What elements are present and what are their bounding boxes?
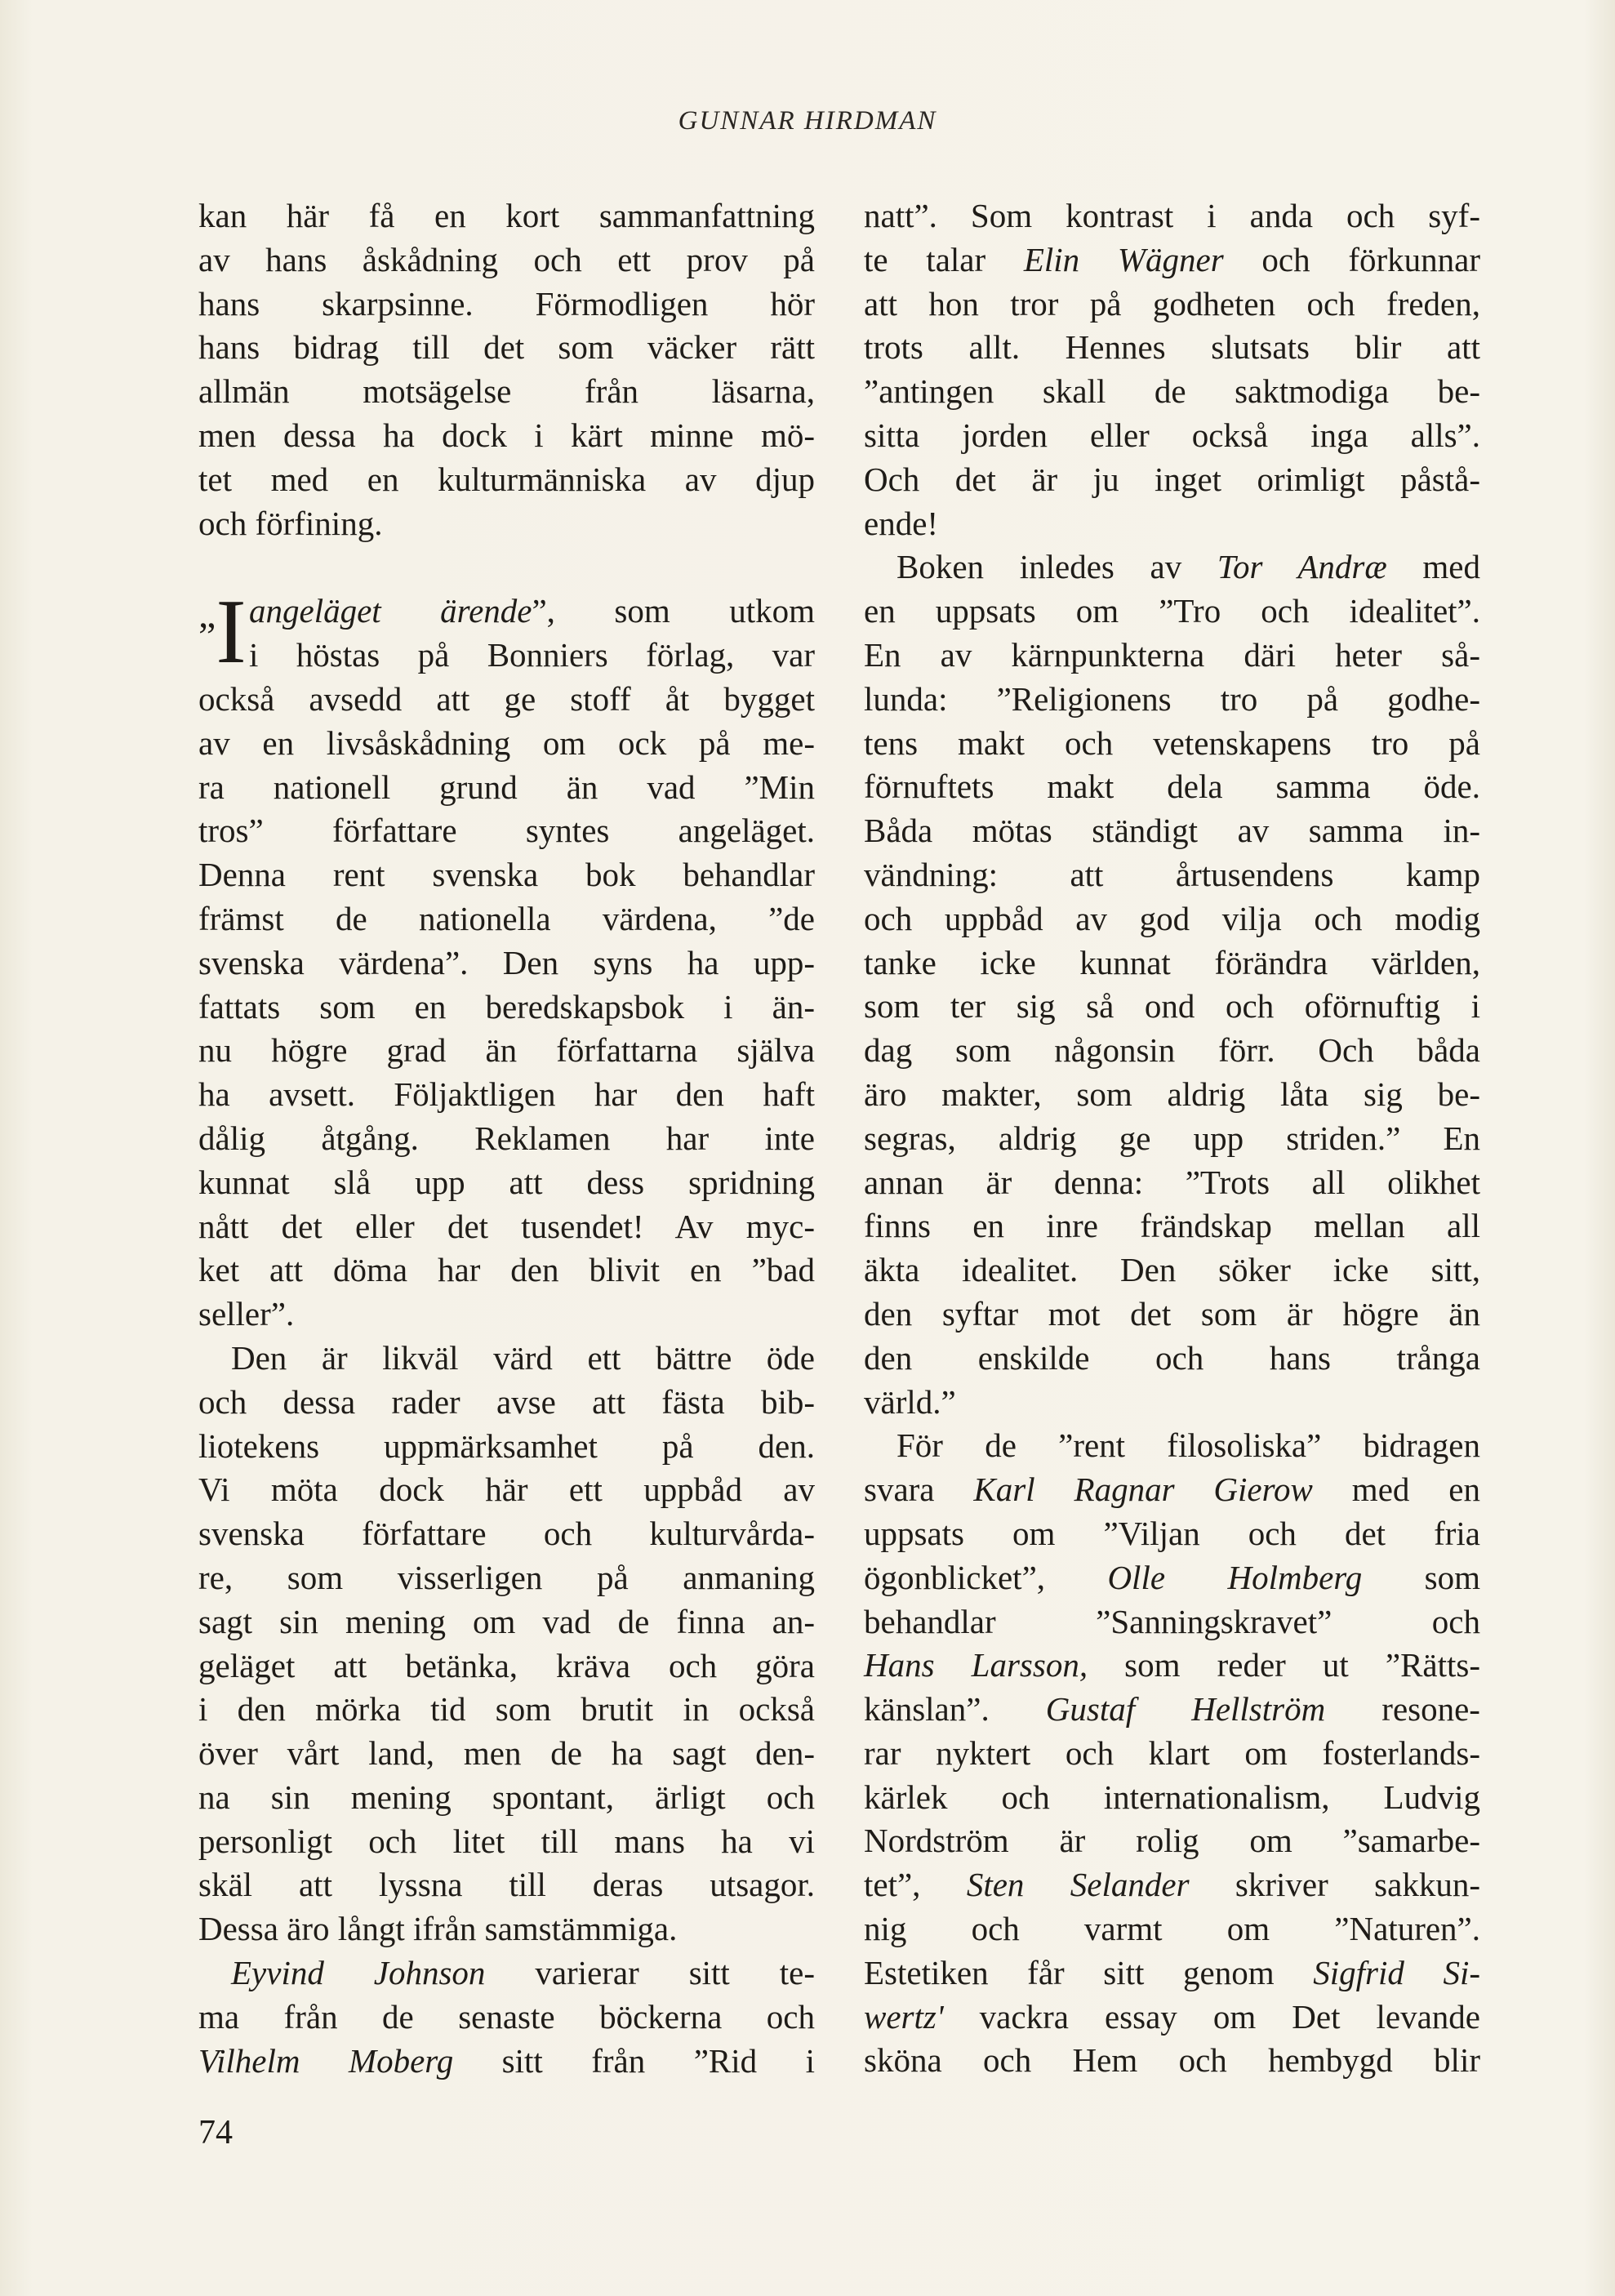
- text-line: [198, 2040, 815, 2084]
- text-line: tet med en kulturmänniska av djup: [198, 460, 815, 498]
- text-line: och dessa rader avse att fästa bib-: [198, 1382, 815, 1421]
- text-line: vändning: att årtusendens kamp: [864, 855, 1480, 893]
- text-line: [864, 1688, 1480, 1732]
- text-line: kan här få en kort sammanfattning: [198, 197, 815, 234]
- text-fragment: resone-: [1325, 1690, 1480, 1729]
- text-line: dålig åtgång. Reklamen har inte: [198, 1119, 815, 1157]
- section-gap: [198, 545, 815, 590]
- author-name: Eyvind Johnson: [231, 1954, 486, 1992]
- text-line: i höstas på Bonniers förlag, var: [249, 636, 815, 674]
- text-line: tanke icke kunnat förändra världen,: [864, 943, 1480, 981]
- text-line: re, som visserligen på anmaning: [198, 1558, 815, 1596]
- text-line: En av kärnpunkterna däri heter så-: [864, 635, 1480, 674]
- text-line: skäl att lyssna till deras utsagor.: [198, 1866, 815, 1904]
- text-line: För de ”rent filosoliska” bidragen: [896, 1426, 1480, 1465]
- text-line: Den är likväl värd ett bättre öde: [231, 1338, 815, 1377]
- dropcap-paragraph: [198, 581, 815, 683]
- text-line: ket att döma har den blivit en ”bad: [198, 1251, 815, 1289]
- text-line: i den mörka tid som brutit in också: [198, 1690, 815, 1729]
- text-line: personligt och litet till mans ha vi: [198, 1822, 815, 1860]
- text-line: kärlek och internationalism, Ludvig: [864, 1778, 1480, 1816]
- text-line: segras, aldrig ge upp striden.” En: [864, 1119, 1480, 1157]
- text-line: en uppsats om ”Tro och idealitet”.: [864, 592, 1480, 630]
- author-name: wertz': [864, 1997, 944, 2036]
- text-line: Båda mötas ständigt av samma in-: [864, 812, 1480, 850]
- text-fragment: med: [1386, 548, 1480, 586]
- text-line: som ter sig så ond och oförnuftig i: [864, 987, 1480, 1026]
- text-line: allmän motsägelse från läsarna,: [198, 372, 815, 411]
- text-line: [864, 1996, 1480, 2040]
- text-line: ”antingen skall de saktmodiga be-: [864, 372, 1480, 411]
- text-line: annan är denna: ”Trots all olikhet: [864, 1163, 1480, 1201]
- text-line: sagt sin mening om vad de finna an-: [198, 1602, 815, 1640]
- dropcap: [198, 581, 247, 683]
- author-name: Sten Selander: [966, 1866, 1190, 1904]
- text-fragment: tet”,: [864, 1866, 967, 1904]
- running-head: GUNNAR HIRDMAN: [678, 106, 937, 136]
- text-line: främst de nationella värdena, ”de: [198, 899, 815, 937]
- text-line: nått det eller det tusendet! Av myc-: [198, 1207, 815, 1245]
- text-line: [864, 1556, 1480, 1600]
- text-fragment: ”, som utkom: [532, 592, 815, 630]
- text-line: uppsats om ”Viljan och det fria: [864, 1514, 1480, 1552]
- author-name: Sigfrid Si-: [1313, 1953, 1480, 1991]
- author-name: Gustaf Hellström: [1045, 1690, 1326, 1729]
- text-line: fattats som en beredskapsbok i än-: [198, 987, 815, 1026]
- text-line: trots allt. Hennes slutsats blir att: [864, 328, 1480, 367]
- text-line: na sin mening spontant, ärligt och: [198, 1778, 815, 1816]
- text-line: [198, 1951, 815, 1996]
- text-line: ra nationell grund än vad ”Min: [198, 768, 815, 806]
- text-line: hans skarpsinne. Förmodligen hör: [198, 284, 815, 323]
- text-fragment: varierar sitt te-: [485, 1954, 815, 1992]
- text-fragment: te talar: [864, 240, 1024, 278]
- text-fragment: ögonblicket”,: [864, 1558, 1108, 1596]
- text-line: svenska författare och kulturvårda-: [198, 1515, 815, 1553]
- text-fragment: och förkunnar: [1223, 240, 1481, 278]
- text-fragment: som reder ut ”Rätts-: [1088, 1646, 1481, 1684]
- text-line: men dessa ha dock i kärt minne mö-: [198, 416, 815, 454]
- text-line: [864, 1951, 1480, 1996]
- text-line: Vi möta dock här ett uppbåd av: [198, 1471, 815, 1509]
- text-line: sköna och Hem och hembygd blir: [864, 2041, 1480, 2080]
- author-name: Karl Ragnar Gierow: [973, 1471, 1313, 1509]
- text-fragment: som: [1362, 1558, 1480, 1596]
- text-line: och förfining.: [198, 504, 383, 542]
- text-line: att hon tror på godheten och freden,: [864, 284, 1480, 323]
- dropcap-letter: I: [216, 581, 247, 683]
- right-column: [864, 194, 1480, 2083]
- text-line: tros” författare syntes angeläget.: [198, 812, 815, 850]
- text-line: Nordström är rolig om ”samarbe-: [864, 1822, 1480, 1860]
- text-line: den syftar mot det som är högre än: [864, 1294, 1480, 1333]
- text-fragment: Estetiken får sitt genom: [864, 1953, 1314, 1991]
- text-fragment: skriver sakkun-: [1189, 1866, 1480, 1904]
- author-name: Tor Andræ: [1217, 548, 1387, 586]
- text-line: [864, 238, 1480, 283]
- text-line: behandlar ”Sanningskravet” och: [864, 1602, 1480, 1640]
- text-line: ma från de senaste böckerna och: [198, 1997, 815, 2036]
- text-line: över vårt land, men de ha sagt den-: [198, 1734, 815, 1773]
- text-line: också avsedd att ge stoff åt bygget: [198, 679, 815, 718]
- text-fragment: med en: [1312, 1471, 1480, 1509]
- text-line: förnuftets makt dela samma öde.: [864, 768, 1480, 806]
- text-line: tens makt och vetenskapens tro på: [864, 723, 1480, 762]
- text-fragment: sitt från ”Rid i: [453, 2041, 815, 2080]
- text-line: lunda: ”Religionens tro på godhe-: [864, 679, 1480, 718]
- text-line: sitta jorden eller också inga alls”.: [864, 416, 1480, 454]
- text-line: natt”. Som kontrast i anda och syf-: [864, 197, 1480, 234]
- text-line: kunnat slå upp att dess spridning: [198, 1163, 815, 1201]
- left-column: [198, 194, 815, 2083]
- text-line: svenska värdena”. Den syns ha upp-: [198, 943, 815, 981]
- author-name: Vilhelm Moberg: [198, 2041, 454, 2080]
- author-name: Hans Larsson,: [864, 1646, 1088, 1684]
- text-line: Och det är ju inget orimligt påstå-: [864, 460, 1480, 498]
- text-line: Denna rent svenska bok behandlar: [198, 856, 815, 894]
- dropcap-quote: ”: [198, 615, 216, 659]
- text-line: [864, 1468, 1480, 1512]
- text-line: hans bidrag till det som väcker rätt: [198, 328, 815, 367]
- book-title: angeläget ärende: [249, 592, 532, 630]
- text-line: geläget att betänka, kräva och göra: [198, 1646, 815, 1684]
- text-fragment: svara: [864, 1471, 974, 1509]
- text-line: rar nyktert och klart om fosterlands-: [864, 1733, 1480, 1772]
- text-line: äkta idealitet. Den söker icke sitt,: [864, 1251, 1480, 1289]
- text-line: liotekens uppmärksamhet på den.: [198, 1426, 815, 1465]
- text-line: av hans åskådning och ett prov på: [198, 240, 815, 278]
- text-line: av en livsåskådning om ock på me-: [198, 723, 815, 762]
- author-name: Olle Holmberg: [1107, 1558, 1363, 1596]
- text-line: [864, 545, 1480, 590]
- text-line: äro makter, som aldrig låta sig be-: [864, 1075, 1480, 1113]
- text-line: ha avsett. Följaktligen har den haft: [198, 1075, 815, 1114]
- text-line: finns en inre frändskap mellan all: [864, 1207, 1480, 1245]
- text-line: [198, 590, 815, 634]
- text-line: den enskilde och hans trånga: [864, 1338, 1480, 1377]
- text-fragment: Boken inledes av: [896, 548, 1217, 586]
- text-fragment: känslan”.: [864, 1690, 1046, 1729]
- page-number: 74: [198, 2114, 233, 2151]
- text-line: [864, 1863, 1480, 1907]
- text-line: ende!: [864, 504, 939, 542]
- text-line: nu högre grad än författarna själva: [198, 1031, 815, 1070]
- text-line: [864, 1644, 1480, 1688]
- author-name: Elin Wägner: [1023, 240, 1224, 278]
- text-line: seller”.: [198, 1295, 295, 1333]
- text-line: nig och varmt om ”Naturen”.: [864, 1910, 1480, 1948]
- text-fragment: vackra essay om Det levande: [943, 1997, 1480, 2036]
- text-line: och uppbåd av god vilja och modig: [864, 899, 1480, 937]
- text-line: värld.”: [864, 1382, 956, 1421]
- text-line: dag som någonsin förr. Och båda: [864, 1031, 1480, 1070]
- text-line: Dessa äro långt ifrån samstämmiga.: [198, 1910, 678, 1948]
